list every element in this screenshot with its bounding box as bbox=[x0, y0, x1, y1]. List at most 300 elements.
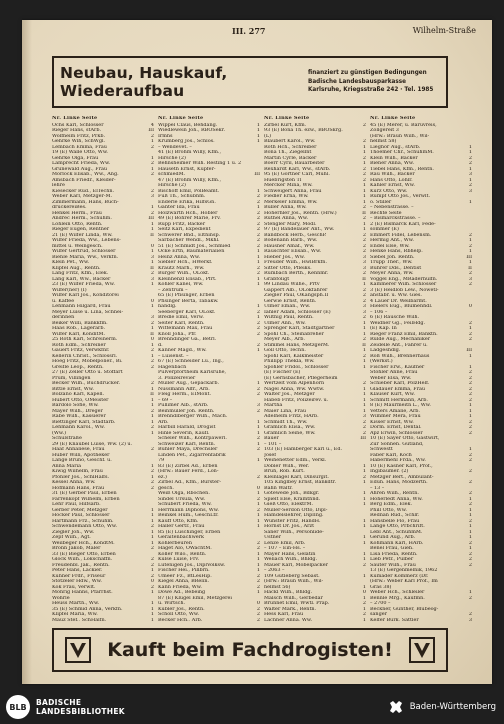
entry-name: Bona Th., Ziegellnt bbox=[264, 150, 312, 155]
entry-floor: 2 bbox=[362, 353, 366, 359]
entry-floor: 1 bbox=[468, 496, 472, 502]
entry-floor: 2 bbox=[256, 227, 260, 232]
directory-column bbox=[264, 116, 366, 621]
entry-floor: 2 bbox=[256, 271, 260, 276]
entry-floor: II bbox=[150, 392, 154, 397]
entry-name: d. bbox=[158, 342, 163, 348]
entry-floor: 0 bbox=[150, 337, 154, 342]
entry-floor: 2 bbox=[150, 584, 154, 590]
entry-name: Linden Pet., Zigarrenfabrik bbox=[158, 452, 226, 458]
entry-floor: 2 bbox=[150, 364, 154, 370]
entry-name: 10 (E) Kasner Karl, Prof., bbox=[370, 463, 433, 469]
entry-name: Kisser Ernst, Ww. bbox=[370, 419, 414, 425]
entry-name: Ustner bbox=[264, 535, 281, 540]
directory-entry bbox=[264, 618, 366, 622]
entry-name: – Bismarckstrasse. – bbox=[370, 216, 421, 221]
entry-name: Lang Fritz, Kfm., Elek. bbox=[52, 271, 109, 276]
entry-floor: 1 bbox=[362, 606, 366, 612]
entry-name: Hielers Eug., Blumenhdl. bbox=[370, 304, 433, 309]
entry-name: Beckner, Günther, Blübeog- bbox=[370, 606, 439, 612]
top-advertisement bbox=[52, 56, 448, 108]
entry-name: Kiwig Wilhelm, Frau bbox=[52, 469, 103, 474]
entry-name: Gotewede Joh., Bdkgr. bbox=[264, 491, 320, 496]
entry-name: Meyer Anna, Ww. bbox=[370, 271, 414, 276]
entry-name: 25 Roth Karl, Schreinerm. bbox=[52, 337, 118, 342]
entry-floor: 2 bbox=[362, 238, 366, 243]
entry-name: Weber Karl, Metzger-M. bbox=[52, 194, 113, 199]
entry-name: helmst 58) bbox=[370, 139, 397, 144]
entry-name: Gramlich Seine, Ww. bbox=[264, 430, 316, 436]
entry-floor: 0 bbox=[256, 485, 260, 491]
entry-floor: III bbox=[148, 128, 154, 133]
entry-name: Biettinger Karl, Stadtarb. bbox=[52, 419, 116, 425]
entry-name: 4 Lauer Dr. Weilbarmt. bbox=[370, 298, 427, 304]
entry-name: Josef bbox=[264, 452, 277, 458]
entry-floor: 1 bbox=[362, 551, 366, 557]
entry-floor: 2 bbox=[362, 249, 366, 254]
entry-floor: 1 bbox=[150, 474, 154, 480]
entry-name: Metzger Bert., Ambulant- bbox=[370, 474, 434, 480]
entry-name: Martha bbox=[264, 403, 283, 408]
entry-name: Roß Wilh., Brennerhaus bbox=[370, 353, 430, 359]
entry-floor: 1 bbox=[256, 122, 260, 128]
entry-floor: 2 bbox=[150, 161, 154, 166]
entry-floor: 2 bbox=[150, 144, 154, 150]
entry-floor: 2 bbox=[468, 452, 472, 458]
entry-floor: 1 bbox=[468, 364, 472, 370]
entry-floor: 1 bbox=[150, 386, 154, 392]
entry-name: Hoeg Fritz, Möbelpolier., Bi. bbox=[52, 359, 123, 364]
entry-floor: 2 bbox=[362, 205, 366, 210]
entry-name: Gerund Aug., Arb. bbox=[370, 535, 416, 540]
entry-floor: 1 bbox=[362, 348, 366, 353]
entry-name: Ingibaumer. (2) bbox=[370, 469, 409, 474]
library-name[interactable] bbox=[36, 698, 125, 716]
entry-name: (E) Fischer (E) bbox=[264, 370, 301, 375]
entry-floor: 2 bbox=[150, 359, 154, 364]
entry-name: Tiebel Hans, Kfm., Rentn. bbox=[370, 166, 434, 172]
entry-floor: 2 bbox=[468, 155, 472, 161]
entry-floor: 2 bbox=[362, 298, 366, 304]
entry-floor: 2 bbox=[150, 425, 154, 430]
entry-name: Vöggel Eng., MRaderhulfn. bbox=[370, 276, 438, 282]
entry-name: Henke Hans, Rbhelp. bbox=[370, 249, 423, 254]
entry-name: derinnen bbox=[52, 315, 75, 320]
entry-name: Kiegel Anna, BRelin. bbox=[158, 579, 210, 584]
entry-name: Schmitt Hermann, Arb. bbox=[370, 397, 428, 403]
entry-name: Goll Otto, Techn. bbox=[264, 348, 306, 353]
entry-floor: 2 bbox=[468, 551, 472, 557]
entry-name: Schmidt Th., Ww. bbox=[264, 419, 308, 425]
state-emblem-icon bbox=[388, 699, 404, 715]
entry-name: Wilfer(ner) (I) bbox=[52, 287, 87, 293]
entry-name: Biehle Maria, Ww., Verkfn. bbox=[52, 254, 119, 260]
entry-floor: 1 bbox=[362, 386, 366, 392]
entry-name: Gieß Otto, ElektrM. bbox=[264, 502, 314, 507]
entry-floor: 3 bbox=[150, 254, 154, 260]
entry-floor: 1 bbox=[362, 524, 366, 529]
entry-name: Buller Anna, Ww. bbox=[264, 205, 307, 210]
entry-floor: 2 bbox=[256, 309, 260, 315]
entry-floor: 1 bbox=[362, 144, 366, 150]
directory-column bbox=[52, 116, 154, 621]
entry-name: Ruthel Anna, Ww. bbox=[264, 216, 309, 221]
entry-name: Wilfer Karl Jos., Konditorei bbox=[52, 293, 119, 298]
entry-name: 47 (E) Brohm Willy, Kfm., bbox=[158, 177, 222, 183]
entry-name: Brenndinger Ga., Betrl. bbox=[158, 337, 217, 342]
entry-name: Amsbach Friedr., Kleider- bbox=[52, 177, 116, 183]
entry-floor: 2 bbox=[150, 480, 154, 485]
entry-name: Ocke Erth, Baumaterialien bbox=[158, 249, 225, 254]
entry-name: Blaubert Karol., Ww. bbox=[264, 139, 316, 144]
entry-floor: 2 bbox=[256, 546, 260, 551]
entry-floor: 1 bbox=[256, 205, 260, 210]
entry-name: Phill Otto, Ww. bbox=[370, 507, 407, 513]
entry-name: Klein Wilh., Bäcker bbox=[370, 155, 418, 161]
entry-name: Bronn Jakob, Maler bbox=[52, 546, 101, 551]
blb-logo-icon[interactable]: BLB bbox=[6, 695, 30, 719]
entry-name: Enderle Erika, HilfsGn. bbox=[158, 199, 216, 205]
entry-floor: 2 bbox=[150, 381, 154, 386]
entry-name: Rau Wilh., Bäcker bbox=[370, 172, 415, 177]
entry-name: Hagenbach bbox=[158, 364, 187, 370]
entry-name: Spohl Ch., Steinabreher bbox=[264, 331, 324, 337]
entry-floor: 4 bbox=[150, 122, 154, 128]
entry-name: Huebrigsten Tl bbox=[264, 177, 302, 183]
entry-floor: 2 bbox=[256, 386, 260, 392]
entry-name: 85 (E) Luschinger, Erben bbox=[158, 529, 221, 535]
entry-floor: 1 bbox=[362, 392, 366, 397]
entry-name: 27 (E) Zeller Otto u. Stoffart bbox=[52, 370, 123, 375]
entry-floor: 1 bbox=[468, 260, 472, 265]
entry-floor: 2 bbox=[256, 320, 260, 326]
entry-floor: 1 bbox=[362, 557, 366, 562]
entry-floor: 2 bbox=[362, 122, 366, 128]
entry-name: 10 (E) Sayer Otto, Gastwirt, bbox=[370, 436, 440, 441]
entry-floor: 1 bbox=[468, 524, 472, 529]
running-head bbox=[22, 26, 492, 40]
entry-name: Schweigert Anna, Frau bbox=[264, 188, 322, 194]
entry-floor: 2 bbox=[150, 524, 154, 529]
entry-name: Zepf Wilh., Agt. bbox=[52, 535, 91, 540]
entry-name: Weber Hch., Schleiler bbox=[370, 590, 425, 595]
entry-name: Kauff Otto, Kfm. bbox=[158, 518, 199, 524]
entry-name: Lange Otto, Prbchrift. bbox=[370, 524, 425, 529]
entry-name: Rabe Wilh., Kassierer bbox=[52, 414, 106, 419]
entry-floor: 1 bbox=[256, 282, 260, 287]
entry-name: Hausner Amaf., Ww. bbox=[264, 243, 315, 249]
entry-floor: 2 bbox=[468, 425, 472, 430]
entry-name: Schulstraße bbox=[52, 436, 82, 441]
entry-name: Sitter Otto, Pfleiks. bbox=[264, 265, 312, 271]
entry-name: Gerwie Ernst, Rentn. bbox=[264, 298, 317, 304]
entry-name: Hoherledt Anna, Ww. bbox=[370, 496, 423, 502]
entry-name: Bandbock Herb., GeschP. bbox=[264, 232, 327, 238]
entry-floor: 1 bbox=[256, 381, 260, 386]
entry-floor: 0 bbox=[468, 304, 472, 309]
entry-floor: 2 bbox=[362, 381, 366, 386]
ad-line: Badische Landesbausparkasse bbox=[308, 78, 406, 85]
entry-name: Wolfheim Fritz, Prkb. bbox=[52, 133, 106, 139]
entry-name: helmst 56) bbox=[264, 584, 291, 590]
entry-floor: 1 bbox=[256, 458, 260, 463]
entry-name: – Nebenstrasse. – bbox=[370, 205, 414, 210]
entry-name: Gladauer Emma, Frau bbox=[370, 386, 426, 392]
entry-name: Phillipp Thekla, Ww. bbox=[264, 359, 315, 364]
entry-name: Morlock Elisab., Ww., Ang. bbox=[52, 172, 119, 177]
entry-floor: 1 bbox=[150, 304, 154, 309]
entry-floor: 2 bbox=[362, 139, 366, 144]
entry-name: Kelfer Burk, Sattler bbox=[370, 617, 419, 621]
entry-floor: 1 bbox=[256, 441, 260, 447]
directory-entry bbox=[52, 618, 154, 622]
entry-name: Sarbacher Wendl., Mkhl. bbox=[158, 238, 220, 243]
entry-floor: 3 bbox=[362, 304, 366, 309]
entry-name: Heinz Anna, Ww. bbox=[158, 254, 201, 260]
entry-floor: II bbox=[150, 232, 154, 238]
entry-floor: 2 bbox=[362, 216, 366, 221]
entry-name: Hansbelle Flo, Frau bbox=[370, 518, 420, 524]
entry-name: – Wendevet. – bbox=[158, 144, 192, 150]
entry-name: Hartmann Frz., Schuhm. bbox=[52, 518, 114, 524]
entry-floor: 1 bbox=[362, 150, 366, 155]
entry-floor: II bbox=[362, 342, 366, 348]
entry-name: Weilbeger Hch., KondtM. bbox=[52, 540, 115, 546]
entry-name: Schwerer Bnd., Elthinsp. bbox=[158, 232, 221, 238]
entry-floor: 2 bbox=[256, 232, 260, 238]
entry-name: 35 (E) Schmid Anna, Verkfn. bbox=[52, 606, 123, 612]
entry-name: Buhrer Dds., Dentist bbox=[370, 265, 422, 271]
entry-name: Lamprecht Frieda, Ww. bbox=[52, 161, 111, 166]
entry-name: Rumbach Berth., Kennmr. bbox=[264, 271, 329, 276]
entry-floor: 2 bbox=[256, 617, 260, 621]
entry-floor: 2 bbox=[256, 221, 260, 227]
entry-name: 23 (E) Wilfer Frieda, Ww. bbox=[52, 282, 115, 287]
entry-floor: 1 bbox=[256, 425, 260, 430]
entry-floor: 1 bbox=[150, 227, 154, 232]
entry-floor: 1 bbox=[150, 260, 154, 265]
entry-floor: 2 bbox=[468, 562, 472, 568]
entry-floor: 2 bbox=[150, 447, 154, 452]
entry-name: Bauer bbox=[264, 436, 279, 441]
entry-floor: 1 bbox=[468, 199, 472, 205]
entry-floor: 2 bbox=[362, 425, 366, 430]
entry-name: Brenndlberger Wilh., Mach. bbox=[158, 414, 228, 419]
entry-name: Kühner Frdr., Friseur bbox=[52, 573, 106, 579]
entry-floor: 2 bbox=[468, 502, 472, 507]
entry-floor: 0 bbox=[256, 601, 260, 606]
entry-name: Merkeler Emma, Ww. bbox=[264, 199, 318, 205]
entry-name: Lutenigen Jos., DiplVolksw. bbox=[158, 562, 226, 568]
entry-name: Scholl Otto, Ww. bbox=[158, 612, 200, 617]
entry-name: Knoll Joha., Pfr. bbox=[158, 331, 197, 337]
entry-floor: 2 bbox=[362, 232, 366, 238]
entry-name: mittel u. Weingesch. bbox=[52, 243, 103, 249]
entry-floor: 1 bbox=[362, 199, 366, 205]
entry-name: Sprenger Karl, Stadtgartner bbox=[264, 326, 335, 331]
entry-name: Siebel Joh. Rentn. bbox=[370, 254, 415, 260]
bottom-advertisement bbox=[52, 628, 448, 672]
entry-name: Lang Karl, Ww., Bäcker bbox=[52, 276, 111, 282]
entry-name: Lebl Ant., SchuhmM. bbox=[370, 529, 423, 535]
entry-floor: 2 bbox=[150, 348, 154, 353]
entry-floor: 1 bbox=[468, 414, 472, 419]
entry-name: Fleig Herm., EIMont. bbox=[158, 392, 212, 397]
entry-name: Wiedlewein Joh., RBOSekr. bbox=[158, 128, 225, 133]
entry-name: Weliach Wilh., Bhldg. bbox=[264, 557, 318, 562]
bw-brand[interactable] bbox=[388, 699, 496, 715]
entry-floor: 1 bbox=[256, 568, 260, 573]
ad-line: finanziert zu günstigen Bedingungen bbox=[308, 70, 427, 77]
entry-floor: II bbox=[150, 331, 154, 337]
entry-floor: 1 bbox=[256, 139, 260, 144]
entry-floor: 1 bbox=[150, 282, 154, 287]
entry-name: Kurz Otto, Ww. bbox=[370, 188, 408, 194]
ad-line: Karlsruhe, Kriegsstraße 242 · Tel. 1985 bbox=[308, 87, 434, 94]
entry-floor: 2 bbox=[256, 579, 260, 584]
street-heading: Wilhelm-Straße bbox=[412, 26, 476, 35]
entry-floor: II bbox=[362, 210, 366, 216]
entry-name: Stengler Mary, Modl. bbox=[264, 221, 317, 227]
entry-name: Spohl Karl, Kalkmeister bbox=[264, 353, 324, 359]
entry-name: Rexhardt Karl, Ww., stArb. bbox=[264, 166, 331, 172]
entry-name: Walter Jos., Metzger bbox=[264, 392, 315, 397]
entry-name: 6 (E) Rausche Wilh. bbox=[370, 315, 420, 320]
entry-floor: 2 bbox=[256, 584, 260, 590]
entry-name: Fischer Erw., Kaufner bbox=[370, 364, 425, 370]
entry-name: Rulde Aug., Mechaniker bbox=[370, 337, 431, 342]
entry-name: Weber Elsa, Ww. bbox=[370, 375, 412, 381]
entry-floor: 1 bbox=[150, 342, 154, 348]
entry-name: Roth Edm., Schreiner bbox=[52, 342, 106, 348]
entry-floor: 1 bbox=[362, 617, 366, 621]
entry-name: Freudenbl. Jak., Rentn. bbox=[52, 562, 110, 568]
entry-floor: 1 bbox=[150, 529, 154, 535]
entry-name: Lehmann Karol., Ww. bbox=[52, 425, 105, 430]
entry-floor: III bbox=[466, 348, 472, 353]
entry-floor: 1 bbox=[256, 557, 260, 562]
entry-name: 109 Gutleberg Sebast. bbox=[264, 573, 320, 579]
entry-floor: 1 bbox=[362, 320, 366, 326]
entry-name: Gehrke Olga, Frau bbox=[52, 155, 99, 161]
entry-name: Prüm, Villingen bbox=[52, 375, 91, 381]
entry-name: 99 Lindau Wilhe., Prtv bbox=[264, 282, 320, 287]
entry-name: Dobler Wilh., Wer. bbox=[264, 463, 310, 469]
entry-name: Hornst Dr. Jos., Arzt bbox=[264, 524, 315, 529]
entry-name: Klauser Kurt, Ww. bbox=[370, 392, 415, 397]
entry-name: Fiedler Erna, Ww. bbox=[264, 194, 309, 199]
column-heading: Nr. Linke Seite bbox=[52, 116, 98, 121]
entry-floor: 3 bbox=[256, 403, 260, 408]
entry-floor: 1 bbox=[362, 364, 366, 370]
entry-name: Beinmüller Joh. Rentn. bbox=[158, 408, 215, 414]
entry-name: Kulse Luise, Frv. bbox=[158, 557, 200, 562]
entry-name: Boerr Cyril, Bauarbeiter bbox=[264, 161, 325, 166]
entry-floor: 2 bbox=[150, 271, 154, 276]
entry-name: Krumberg Jos., Schlos. bbox=[158, 139, 215, 144]
entry-name: Hess Karl, Frau bbox=[264, 612, 304, 617]
entry-floor: 1 bbox=[256, 315, 260, 320]
entry-floor: 1 bbox=[256, 133, 260, 139]
entry-name: Kohlerbeuren bbox=[158, 540, 192, 546]
entry-floor: 2 bbox=[256, 199, 260, 205]
entry-name: Berg Edm., Elek. bbox=[370, 502, 413, 507]
entry-floor: 1 bbox=[362, 491, 366, 496]
entry-name: Zirbel Kurt, Kfm. bbox=[264, 122, 307, 128]
entry-name: Wohrle bbox=[52, 595, 70, 601]
entry-floor: 2 bbox=[468, 469, 472, 474]
entry-name: Lohlein Otto, Rentn. bbox=[52, 221, 103, 227]
entry-floor: 1 bbox=[362, 397, 366, 403]
entry-name: Habeb Fritz, Polizeirev. u. bbox=[264, 397, 329, 403]
entry-floor: 1 bbox=[256, 513, 260, 518]
entry-floor: 2 bbox=[468, 386, 472, 392]
entry-name: – Zentrum – bbox=[158, 287, 188, 293]
entry-name: Schwendemann Otto, Ww. bbox=[52, 524, 118, 529]
column-heading: Nr. Linke Seite bbox=[158, 116, 204, 121]
entry-name: Trupp Ther., Ww. bbox=[370, 260, 413, 265]
entry-name: gesch. bbox=[158, 485, 174, 491]
library-name-line: LANDESBIBLIOTHEK bbox=[36, 707, 125, 716]
entry-name: – 101 – bbox=[264, 441, 282, 447]
entry-floor: 2 bbox=[256, 216, 260, 221]
entry-name: Lieghor Aug., stArb. bbox=[370, 144, 421, 150]
entry-name: 95 (E) Görtner Carl, Mühl. bbox=[264, 172, 330, 177]
entry-floor: 2 bbox=[468, 430, 472, 436]
entry-name: 83 (E) Zirbel Ad., Erben bbox=[158, 463, 218, 469]
entry-floor: 1 bbox=[150, 430, 154, 436]
entry-floor: 2 bbox=[362, 166, 366, 172]
entry-name: Seitz Karl, Expedient bbox=[158, 227, 211, 232]
entry-name: 67 (E) Schneider Lu., Ing., bbox=[158, 359, 224, 364]
entry-name: Dowe Ad., Bebeing bbox=[158, 590, 206, 595]
entry-name: Bittle Ernst, Ww. bbox=[52, 386, 94, 392]
entry-name: Holzwarth Hch., Hobler bbox=[158, 210, 218, 216]
entry-floor: III bbox=[148, 216, 154, 221]
entry-floor: 1 bbox=[256, 304, 260, 309]
entry-name: Zeidelle Ant., Fahrer u. bbox=[370, 342, 428, 348]
entry-name: Kellerin Christ., Schlossrl. bbox=[52, 353, 118, 359]
entry-name: Gerber Peter, Metzger bbox=[52, 507, 108, 513]
entry-name: Seeberger Karl, OLokf. bbox=[158, 309, 216, 315]
entry-name: Iahler Adam, Schlosser (E) bbox=[264, 309, 331, 315]
entry-name: Freuder Wilh., HwlBrkfn. bbox=[264, 260, 328, 265]
entry-name: Gramlich Elisa., Ww. bbox=[264, 425, 316, 430]
entry-name: Hinle Severin, Kaufl. bbox=[158, 430, 210, 436]
entry-name: Adelhelm Fritz, HArb. bbox=[264, 414, 319, 419]
entry-name: u. Kaffee bbox=[52, 298, 75, 304]
entry-floor: 2 bbox=[362, 562, 366, 568]
entry-name: Kanner Magd., Ww. bbox=[158, 348, 207, 353]
entry-floor: 0 bbox=[362, 590, 366, 595]
entry-floor: 2 bbox=[256, 342, 260, 348]
entry-name: Malsch Wilh., Gerbedar bbox=[264, 595, 323, 601]
entry-floor: 2 bbox=[256, 408, 260, 414]
entry-name: Kann Frieda, Ww. bbox=[158, 584, 202, 590]
entry-name: Andrec Herm., Schuhm. bbox=[52, 216, 112, 221]
entry-floor: II bbox=[362, 276, 366, 282]
entry-floor: 2 bbox=[256, 474, 260, 480]
entry-name: 21 (E) Wilfer Linda, Ww. bbox=[52, 232, 113, 238]
entry-floor: 1 bbox=[468, 144, 472, 150]
entry-floor: 2 bbox=[256, 243, 260, 249]
entry-floor: 1 bbox=[362, 183, 366, 188]
entry-name: Bühler Maya, Drechsler bbox=[158, 447, 218, 452]
entry-floor: 2 bbox=[256, 265, 260, 271]
entry-name: 103 (E) Hamberger Karl u., Ed. bbox=[264, 447, 343, 452]
entry-name: Hofmann Hans, Frau bbox=[52, 485, 105, 491]
entry-name: – 2700 – bbox=[370, 601, 391, 606]
